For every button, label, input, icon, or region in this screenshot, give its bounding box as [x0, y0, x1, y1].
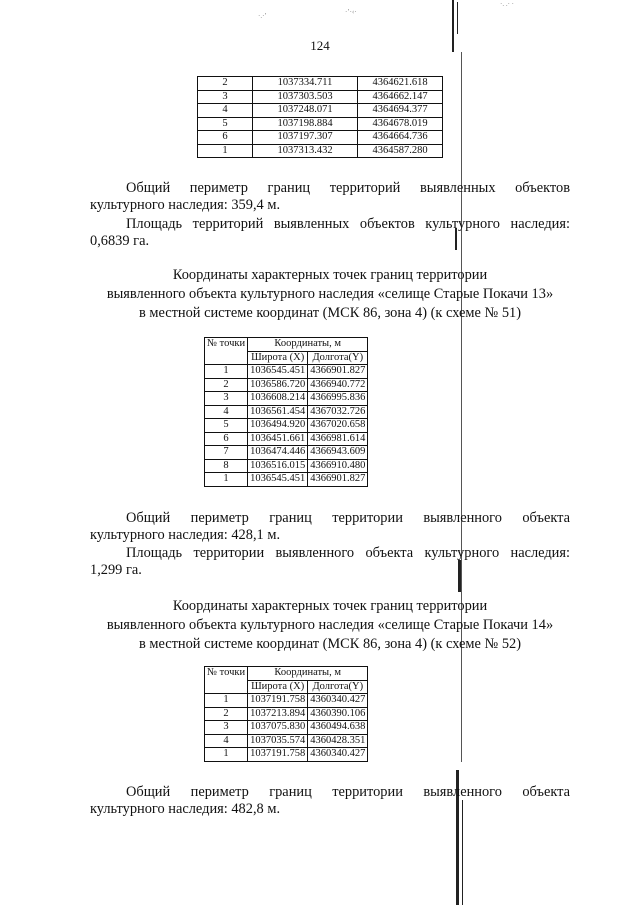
longitude-cell: 4360340.427 [308, 694, 368, 708]
scan-speck: ·’·‹· [345, 8, 357, 16]
point-number-cell: 2 [205, 378, 248, 392]
scan-artifact-line [452, 0, 454, 52]
longitude-cell: 4367020.658 [308, 419, 368, 433]
coordinates-header: Координаты, м [248, 338, 368, 352]
table-row [205, 707, 368, 721]
table-header-row [205, 338, 368, 352]
section-heading [80, 597, 580, 654]
heading-line: в местной системе координат (МСК 86, зона 4) (к схеме № 51) [138, 305, 522, 321]
paragraph-line: 1,299 га. [90, 562, 142, 578]
scan-speck: ·. .· · [500, 0, 514, 8]
latitude-cell: 1036586.720 [248, 378, 308, 392]
paragraph-line: культурного наследия: 359,4 м. [90, 197, 281, 213]
longitude-cell: 4366981.614 [308, 432, 368, 446]
latitude-cell: 1037248.071 [253, 104, 358, 118]
longitude-cell: 4366940.772 [308, 378, 368, 392]
latitude-cell: 1036474.446 [248, 446, 308, 460]
latitude-header: Широта (X) [248, 351, 308, 365]
latitude-cell: 1037035.574 [248, 734, 308, 748]
latitude-cell: 1036545.451 [248, 365, 308, 379]
paragraph-line: Площадь территории выявленного объекта культурного наследия: [126, 545, 570, 561]
table-row [205, 446, 368, 460]
scan-speck: ·.·’ [258, 12, 267, 20]
table-row [205, 432, 368, 446]
point-number-cell: 1 [205, 473, 248, 487]
point-number-cell: 4 [205, 405, 248, 419]
latitude-header: Широта (X) [248, 680, 308, 694]
table-row [205, 405, 368, 419]
longitude-cell: 4367032.726 [308, 405, 368, 419]
table-row [205, 459, 368, 473]
heading-line: в местной системе координат (МСК 86, зона 4) (к схеме № 52) [138, 636, 522, 652]
table-row [205, 419, 368, 433]
latitude-cell: 1037198.884 [253, 117, 358, 131]
area-paragraph [90, 545, 570, 579]
longitude-cell: 4366901.827 [308, 365, 368, 379]
point-number-cell: 7 [205, 446, 248, 460]
latitude-cell: 1037197.307 [253, 131, 358, 145]
latitude-cell: 1037313.432 [253, 144, 358, 158]
point-number-cell: 4 [205, 734, 248, 748]
latitude-cell: 1036451.661 [248, 432, 308, 446]
scan-artifact-line [457, 2, 458, 34]
point-number-cell: 3 [205, 721, 248, 735]
table-row [205, 721, 368, 735]
longitude-cell: 4364664.736 [358, 131, 443, 145]
table-row [205, 734, 368, 748]
perimeter-paragraph [90, 180, 570, 214]
point-number-cell: 8 [205, 459, 248, 473]
point-number-cell: 4 [198, 104, 253, 118]
latitude-cell: 1037191.758 [248, 748, 308, 762]
table-row [205, 378, 368, 392]
paragraph-line: культурного наследия: 482,8 м. [90, 801, 281, 817]
page-number: 124 [310, 38, 330, 53]
table-row [198, 90, 443, 104]
latitude-cell: 1037213.894 [248, 707, 308, 721]
paragraph-line: Общий периметр границ территорий выявленных объектов [126, 180, 570, 196]
longitude-header: Долгота(Y) [308, 351, 368, 365]
table-row [198, 117, 443, 131]
latitude-cell: 1037191.758 [248, 694, 308, 708]
longitude-cell: 4360340.427 [308, 748, 368, 762]
point-number-cell: 3 [205, 392, 248, 406]
coordinates-table [204, 337, 368, 487]
longitude-cell: 4364662.147 [358, 90, 443, 104]
point-number-header: № точки [205, 338, 248, 365]
longitude-cell: 4364587.280 [358, 144, 443, 158]
point-number-cell: 6 [205, 432, 248, 446]
latitude-cell: 1036516.015 [248, 459, 308, 473]
latitude-cell: 1036608.214 [248, 392, 308, 406]
point-number-cell: 5 [198, 117, 253, 131]
latitude-cell: 1037075.830 [248, 721, 308, 735]
longitude-header: Долгота(Y) [308, 680, 368, 694]
longitude-cell: 4360494.638 [308, 721, 368, 735]
paragraph-line: Общий периметр границ территории выявленного объекта [126, 510, 570, 526]
paragraph-line: Общий периметр границ территории выявленного объекта [126, 784, 570, 800]
longitude-cell: 4360390.106 [308, 707, 368, 721]
point-number-cell: 3 [198, 90, 253, 104]
point-number-cell: 1 [205, 365, 248, 379]
scan-artifact-line [461, 52, 462, 762]
point-number-cell: 2 [205, 707, 248, 721]
table-row [198, 104, 443, 118]
table-row [205, 694, 368, 708]
table-row [198, 144, 443, 158]
heading-line: выявленного объекта культурного наследия «селище Старые Покачи 14» [106, 617, 554, 633]
longitude-cell: 4364678.019 [358, 117, 443, 131]
table-row [205, 473, 368, 487]
table-row [205, 392, 368, 406]
table-row [198, 131, 443, 145]
perimeter-paragraph [90, 784, 570, 818]
table-row [198, 77, 443, 91]
table-row [205, 748, 368, 762]
latitude-cell: 1036494.920 [248, 419, 308, 433]
heading-line: Координаты характерных точек границ территории [172, 598, 488, 614]
point-number-cell: 5 [205, 419, 248, 433]
longitude-cell: 4360428.351 [308, 734, 368, 748]
area-paragraph [90, 216, 570, 250]
coordinates-header: Координаты, м [248, 667, 368, 681]
latitude-cell: 1037303.503 [253, 90, 358, 104]
point-number-cell: 1 [205, 694, 248, 708]
latitude-cell: 1037334.711 [253, 77, 358, 91]
point-number-cell: 6 [198, 131, 253, 145]
paragraph-line: Площадь территорий выявленных объектов культурного наследия: [126, 216, 570, 232]
longitude-cell: 4366943.609 [308, 446, 368, 460]
longitude-cell: 4364621.618 [358, 77, 443, 91]
perimeter-paragraph [90, 510, 570, 544]
paragraph-line: культурного наследия: 428,1 м. [90, 527, 281, 543]
point-number-cell: 1 [198, 144, 253, 158]
point-number-cell: 1 [205, 748, 248, 762]
latitude-cell: 1036561.454 [248, 405, 308, 419]
point-number-cell: 2 [198, 77, 253, 91]
paragraph-line: 0,6839 га. [90, 233, 150, 249]
point-number-header: № точки [205, 667, 248, 694]
latitude-cell: 1036545.451 [248, 473, 308, 487]
longitude-cell: 4366901.827 [308, 473, 368, 487]
heading-line: выявленного объекта культурного наследия «селище Старые Покачи 13» [106, 286, 554, 302]
longitude-cell: 4364694.377 [358, 104, 443, 118]
table-row [205, 365, 368, 379]
section-heading [80, 266, 580, 323]
longitude-cell: 4366910.480 [308, 459, 368, 473]
coordinates-table-continued [197, 76, 443, 158]
coordinates-table [204, 666, 368, 762]
longitude-cell: 4366995.836 [308, 392, 368, 406]
heading-line: Координаты характерных точек границ территории [172, 267, 488, 283]
table-header-row [205, 667, 368, 681]
